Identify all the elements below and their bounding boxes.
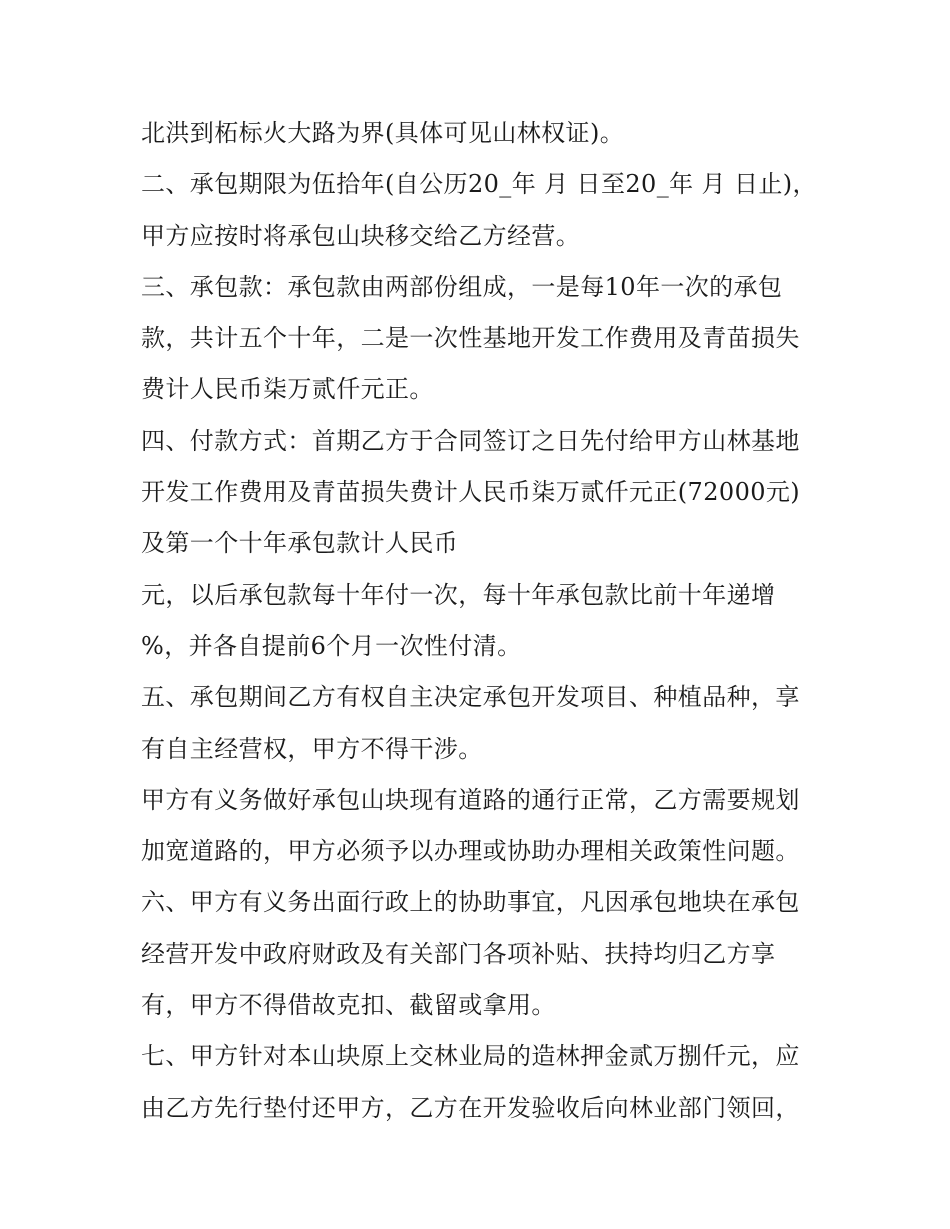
- text-line: 七、甲方针对本山块原上交林业局的造林押金贰万捌仟元，应: [141, 1042, 800, 1071]
- text-line: 加宽道路的，甲方必须予以办理或协助办理相关政策性问题。: [141, 837, 800, 866]
- text-line: 款，共计五个十年，二是一次性基地开发工作费用及青苗损失: [141, 324, 800, 353]
- text-line: 四、付款方式：首期乙方于合同签订之日先付给甲方山林基地: [141, 426, 800, 455]
- text-line: 有自主经营权，甲方不得干涉。: [141, 734, 483, 763]
- text-line: 费计人民币柒万贰仟元正。: [141, 375, 434, 404]
- text-line: 有，甲方不得借故克扣、截留或拿用。: [141, 991, 556, 1020]
- text-line: 元，以后承包款每十年付一次，每十年承包款比前十年递增: [141, 580, 776, 609]
- text-line: %，并各自提前6个月一次性付清。: [141, 631, 522, 660]
- text-line: 由乙方先行垫付还甲方，乙方在开发验收后向林业部门领回，: [141, 1093, 800, 1122]
- text-line: 六、甲方有义务出面行政上的协助事宜，凡因承包地块在承包: [141, 888, 800, 917]
- text-line: 经营开发中政府财政及有关部门各项补贴、扶持均归乙方享: [141, 939, 776, 968]
- text-line: 五、承包期间乙方有权自主决定承包开发项目、种植品种，享: [141, 683, 800, 712]
- text-line: 甲方有义务做好承包山块现有道路的通行正常，乙方需要规划: [141, 785, 800, 814]
- text-line: 北洪到柘标火大路为界(具体可见山林权证)。: [141, 119, 625, 147]
- contract-body: [141, 108, 821, 1134]
- text-line: 开发工作费用及青苗损失费计人民币柒万贰仟元正(72000元): [141, 478, 801, 507]
- text-line: 及第一个十年承包款计人民币: [141, 529, 459, 558]
- text-line: 三、承包款：承包款由两部份组成，一是每10年一次的承包: [141, 272, 783, 301]
- text-line: 二、承包期限为伍拾年(自公历20_年 月 日至20_年 月 日止)，: [141, 170, 817, 199]
- text-line: 甲方应按时将承包山块移交给乙方经营。: [141, 221, 581, 250]
